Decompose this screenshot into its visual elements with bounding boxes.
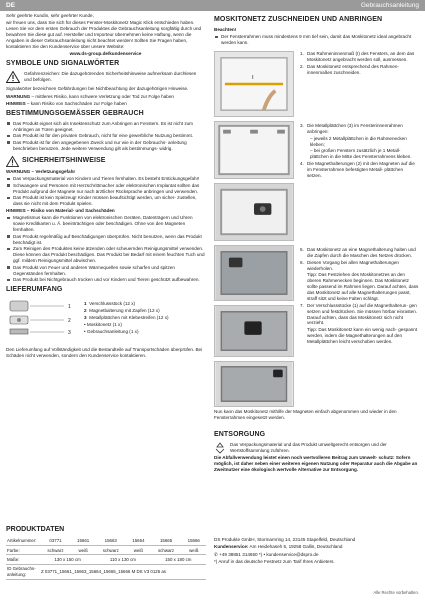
warning-triangle-icon bbox=[6, 156, 19, 167]
hinweis-subheading: HINWEIS – Risiko von Material- und Sachschäden bbox=[6, 208, 115, 214]
list-item: Schwangere und Personen mit Herzschrittmacher oder elektronischen Implantat sollten das Produkt aufgrund der Magnete nur nach ärztlicher Rücksprache anbringen und verwenden. bbox=[6, 183, 205, 195]
list-item: Das Produkt ist für den angegebenen Zweck und nur wie in der Gebrauchs- anleitung beschrieben benutzen. Jede weitere Verwendung gilt als bestimmungs- widrig. bbox=[6, 140, 205, 152]
intro-text: wir freuen uns, dass Sie sich für dieses Fenster-Moskitonetz Magic Klick entschieden haben. Lesen Sie vor dem ersten Gebrauch der Produktes die Gebrauchsanleitung sorgfältig durch und bewahren Sie diese gut auf. Hersteller und Importeur übernehmen keine Haftung, wenn die Angaben in dieser Gebrauchsanleitung nicht beachtet werden! Sollten Sie Fragen haben, kontaktieren Sie den Kundenservice über unsere Website: bbox=[6, 20, 202, 49]
svg-text:I: I bbox=[252, 75, 254, 82]
svg-text:3: 3 bbox=[68, 330, 71, 337]
table-row: Farbe: schwarz weiß schwarz weiß schwarz weiß bbox=[6, 546, 206, 555]
language-code: DE bbox=[6, 2, 16, 9]
bestimmung-title: BESTIMMUNGSGEMÄSSER GEBRAUCH bbox=[6, 109, 144, 117]
section-title: Gebrauchsanleitung bbox=[360, 2, 419, 9]
sicherheit-title: SICHERHEITSHINWEISE bbox=[22, 156, 106, 164]
entsorgung-row bbox=[214, 442, 419, 455]
recycling-icon bbox=[214, 442, 226, 454]
step-photo-finished bbox=[214, 361, 294, 407]
intro-greeting: Sehr geehrte Kundin, sehr geehrter Kunde, bbox=[6, 13, 94, 18]
steps-area bbox=[214, 47, 419, 407]
list-item: Das Produkt bei Nichtgebrauch trocken und vor Kindern und Tieren geschützt aufbewahren. bbox=[6, 277, 205, 283]
hinweis-list bbox=[6, 215, 205, 283]
list-item: 3. Die Metallplättchen (3) im Fensterinnenrahmen anbringen: bbox=[300, 122, 403, 134]
table-row: Maße: 130 x 150 cm 110 x 130 cm 150 x 180 cm bbox=[6, 555, 206, 564]
step-photo-net bbox=[214, 245, 294, 301]
left-column bbox=[6, 13, 205, 360]
list-item: 6. Diesen Vorgang bei allen Magnethalterungen wiederholen. bbox=[300, 259, 399, 271]
phone-email: ✆ +49 38851 314650 *) • kundenservice@dspro.de bbox=[214, 551, 319, 557]
svg-text:1: 1 bbox=[68, 304, 71, 311]
danger-symbol-row bbox=[6, 71, 205, 84]
steps-1-2 bbox=[300, 51, 419, 77]
list-item: Das Produkt ist kein Spielzeug! Kinder müssen beaufsichtigt werden, um sicher- zustellen, dass sie nicht mit dem Produkt spielen. bbox=[6, 195, 205, 207]
parts-illustration bbox=[6, 297, 78, 347]
step-photo-lock bbox=[214, 305, 294, 357]
lieferumfang-note: Den Lieferumfang auf Vollständigkeit und die Bestandteile auf Transportschäden überprüfen. Bei Schäden nicht verwenden, sondern den Kundenservice kontaktieren. bbox=[6, 347, 203, 359]
list-item: Das Produkt von Feuer und anderen Wärmequellen sowie scharfen und spitzen Gegenständen fernhalten. bbox=[6, 265, 205, 277]
list-item: Das Verpackungsmaterial von Kindern und Tieren fernhalten. Es besteht Erstickungsgefahr! bbox=[6, 176, 205, 182]
steps-3-4 bbox=[300, 123, 419, 180]
svg-text:2: 2 bbox=[68, 318, 71, 325]
entsorgung-text-1: Das Verpackungsmaterial und das Produkt umweltgerecht entsorgen und der Wertstoffsammlung zuführen. bbox=[230, 441, 387, 453]
right-column bbox=[214, 13, 419, 422]
table-row: ID Gebrauchs- anleitung: Z 03771_15661_15663_15664_15665_15666 M DS V3 0125 as bbox=[6, 564, 206, 579]
anbringen-title: MOSKITONETZ ZUSCHNEIDEN UND ANBRINGEN bbox=[214, 16, 383, 23]
list-item: Das Produkt ist für den privaten Gebrauch, nicht für eine gewerbliche Nutzung bestimmt. bbox=[6, 133, 205, 139]
symbole-title: SYMBOLE UND SIGNALWÖRTER bbox=[6, 60, 120, 68]
entsorgung-text-2: Die Abfallverwendung leistet einen noch wertvolleren Beitrag zum Umwelt- schutz: Sofern möglich, ist daher neben einer weiteren eigenen Nutzung oder Reparatur auch die Abgabe an Zweitnutzer eine ökologisch wertvolle Alternative zur Entsorgung. bbox=[214, 455, 418, 472]
list-item: Tipp: Das Festziehen des Moskitonetzes an den oberen Rahmenecken beginnen. Das Moskitonetz sollte passend im Rahmen liegen. Darauf achten, dass das Moskitonetz auf alle Magnethalterungen passt, straff sitzt und keine Falten schlägt. bbox=[307, 272, 419, 301]
beachten-list bbox=[214, 34, 419, 46]
sicherheit-heading bbox=[6, 156, 205, 167]
list-item: 2 Magnetbalterung mit Zapfen (12 x) bbox=[84, 308, 160, 314]
product-data-table bbox=[6, 537, 206, 580]
list-item: 2. Das Moskitonetz entsprechend des Rahmen- innenmaßes zuschneiden. bbox=[300, 63, 399, 75]
list-item: • Moskitonetz (1 x) bbox=[84, 321, 122, 327]
list-item: 3 Metallplättchen mit Klebestreifen (12 x) bbox=[84, 314, 169, 320]
closing-text: Nun kann das Moskitonetz mithilfe der Magneten einfach abgenommen und wieder in den Fensterrahmen eingesetzt werden. bbox=[214, 408, 397, 420]
footer-contact bbox=[214, 537, 419, 567]
list-item: – bei großen Fenstern zusätzlich je 1 Metall- plättchen in die Mitte des Fensterrahmens kleben. bbox=[310, 148, 412, 160]
list-item: 1. Das Rahmeninnenmaß (I) des Fensters, an dem das Moskitonetz angebracht werden soll, ausmessen. bbox=[300, 50, 415, 62]
website-link[interactable]: www.ds-group.de/kundenservice bbox=[69, 51, 142, 57]
warnung-line: WARNUNG – mittleres Risiko, kann schwere Verletzung oder Tod zur Folge haben bbox=[6, 93, 174, 99]
list-item: 7. Der Verschlussstücke (1) auf die Magnethalterun- gen setzen und festdrücken. Sie müssen hörbar einrasten. Darauf achten, dass das Moskitonetz sich nicht verzieht. bbox=[300, 302, 418, 326]
step-photo-plates bbox=[214, 121, 294, 179]
list-item: Tipp: Das Moskitonetz kann ein wenig nach- gespannt werden, indem die Magnethalterungen auf den Metallplättchen leicht verschoben werden. bbox=[307, 327, 418, 344]
phone-icon: ✆ bbox=[214, 551, 220, 557]
list-item: Zum Reinigen des Produktes keine ätzenden oder scheuernden Reinigungsmittel verwenden. Diese können das Produkt beschädigen. Das Produkt bei Bedarf mit einem feuchten Tuch und ggf. mildem Reinigungsmittel abwischen. bbox=[6, 246, 205, 264]
steps-5-7 bbox=[300, 247, 419, 346]
step-photo-magnets bbox=[214, 183, 294, 241]
list-item: • Gebrauchsanleitung (1 x) bbox=[84, 328, 139, 334]
list-item: Das Produkt eignet sich als Insektenschutz zum Anbringen an Fenstern. Es ist nicht zum Anbringen an Türen geeignet. bbox=[6, 121, 205, 133]
warn-subheading: WARNUNG – Verletzungsgefahr bbox=[6, 168, 76, 174]
list-item: Das Produkt regelmäßig auf Beschädigungen überprüfen. Nicht benutzen, wenn das Produkt beschädigt ist. bbox=[6, 234, 205, 246]
list-item: 1 Verschlussstück (12 x) bbox=[84, 301, 136, 307]
beachten-label: Beachten! bbox=[214, 26, 237, 32]
list-item: Magnetismus kann die Funktionen von elektronischen Geräten, Datenträgern und Uhren sowie Kreditkarten u. Ä. beeinträchtigen oder beschädigen. Ohne von den Magneten fernhalten. bbox=[6, 215, 205, 233]
list-item: Der Fensterrahmen muss mindestens 9 mm tief sein, damit das Moskitonetz ideal angebracht werden kann. bbox=[214, 34, 419, 46]
signal-note: Signalwörter bezeichnen Gefährdungen bei Nichtbeachtung der dazugehörigen Hinweise. bbox=[6, 86, 189, 92]
warn-list bbox=[6, 176, 205, 207]
table-row: Artikelnummer: 03771 15661 15663 15664 15665 15666 bbox=[6, 537, 206, 546]
step-photo-measure bbox=[214, 51, 294, 117]
lieferumfang-title: LIEFERUMFANG bbox=[6, 286, 63, 294]
list-item: 4. Die Magnethalterungen (2) mit den Magneten auf die im Fensterrahmen befestigten Metall- plättchen setzen. bbox=[300, 161, 415, 178]
service-line: Kundenservice: Am Heidehaseh 5, 19258 Gallin, Deutschland bbox=[214, 544, 343, 550]
list-item: – jeweils 2 Metallplättchen in die Rahmenecken kleben; bbox=[310, 135, 407, 147]
copyright: Alle Rechte vorbehalten. bbox=[373, 590, 419, 595]
company-address: DS Produkte GmbH, Stormarnring 14, 22145 Stapelfeld, Deutschland bbox=[214, 537, 356, 542]
list-item: 5. Das Moskitonetz an eine Magnethalterung halten und die Zapfen durch die Maschen des Netzes drücken. bbox=[300, 246, 416, 258]
entsorgung-section bbox=[214, 428, 419, 474]
bestimmung-list bbox=[6, 121, 205, 152]
produktdaten-title: PRODUKTDATEN bbox=[6, 526, 65, 533]
parts-list bbox=[84, 301, 169, 347]
phone-note: *) Anruf in das deutsche Festnetz zum Tarif Ihres Anbieters. bbox=[214, 559, 335, 565]
header-bar bbox=[0, 0, 425, 11]
hinweis-line: HINWEIS – kann Risiko von Sachschäden zur Folge haben bbox=[6, 101, 127, 107]
entsorgung-title: ENTSORGUNG bbox=[214, 431, 266, 438]
warning-triangle-icon bbox=[6, 71, 20, 83]
lieferumfang-block bbox=[6, 297, 205, 347]
danger-symbol-text: Gefahrenzeichen: Die dazugehörenden Sicherheitshinweise aufmerksam durchlesen und befolgen. bbox=[24, 71, 197, 82]
